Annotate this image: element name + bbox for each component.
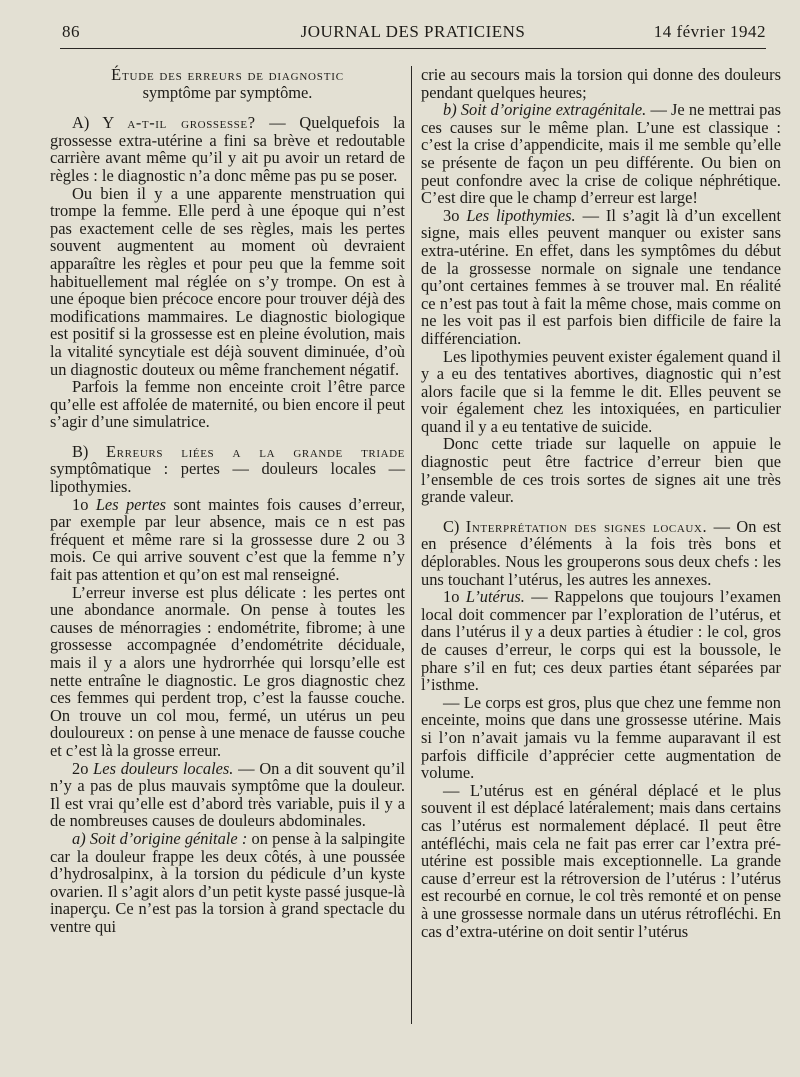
section-b-heading: Erreurs liées a la grande triade: [106, 441, 405, 461]
paragraph-uterus-text: — Rappelons que toujours l’examen local doit commencer par l’exploration de l’utérus, et dans l’utérus il y a deux parties à étudier : le col, gros de causes d’erreur, le corps qui est la boussole, le phare s’il en fut; ces deux parties étant séparées par l’isthme.: [421, 587, 781, 695]
paragraph-lipothymies: [421, 207, 781, 348]
issue-date: 14 février 1942: [653, 22, 766, 41]
paragraph-triade: Donc cette triade sur laquelle on appuie le diagnostic peut être factrice d’erreur bien que l’ensemble de ces trois sortes de signes ait une très grande valeur.: [421, 434, 781, 507]
emphasis-origine-extragenitale: b) Soit d’origine extragénitale.: [443, 100, 647, 120]
paragraph-pertes-text: sont maintes fois causes d’erreur, par exemple par leur absence, mais ce n est pas fréquent et même rare si la grossesse dure 2 ou 3 mois. Ce qui arrive souvent c’est que la femme n’y fait pas attention et qu’on est mal renseigné.: [50, 494, 405, 585]
section-b-label: B): [72, 441, 107, 461]
article-title-line2: symptôme par symptôme.: [142, 82, 313, 102]
page-number: 86: [62, 22, 80, 41]
emphasis-uterus: L’utérus.: [465, 587, 525, 607]
item-number: 1o: [443, 587, 466, 607]
paragraph-douleurs-text: — On a dit souvent qu’il n’y a pas de plus mauvais symptôme que la douleur. Il est vrai qu’elle est d’abord très variable, puis il y a de nombreuses causes de douleurs abdominales.: [50, 758, 405, 831]
column-divider: [411, 66, 412, 1024]
section-c-heading: Interprétation des signes locaux.: [465, 516, 708, 536]
paragraph-douleurs: [50, 760, 405, 830]
section-a-label: A) Y: [72, 113, 128, 133]
item-number: 2o: [72, 758, 94, 778]
section-b-paragraph: [50, 443, 405, 496]
paragraph-origine-extragenitale: [421, 101, 781, 207]
section-c-label: C): [443, 516, 466, 536]
right-column: [421, 66, 781, 940]
left-column: [50, 66, 405, 936]
section-a-text: — Quelquefois la grossesse extra-utérine a fini sa brève et redoutable carrière avant même qu’il y ait pu avoir un retard de règles : le diagnostic n’a donc même pas pu se poser.: [50, 113, 405, 185]
paragraph-corps-gros: — Le corps est gros, plus que chez une femme non enceinte, moins que dans une grossesse utérine. Mais si l’on n’avait jamais vu la femme auparavant il est parfois difficile d’apprécier cette augmentation de volume.: [421, 692, 781, 783]
paragraph-pertes: [50, 496, 405, 584]
paragraph-origine-extragenitale-text: — Je ne mettrai pas ces causes sur le même plan. L’une est classique : c’est la crise d’appendicite, mais il me semble qu’elle se présente de façon un peu différente. Ou bien on peut confondre avec la crise de colique néphrétique. C’est dire que le champ d’erreur est large!: [421, 100, 781, 208]
paragraph-uterus: [421, 588, 781, 694]
paragraph-menstruation: Ou bien il y a une apparente menstruation qui trompe la femme. Elle perd à une époque qui n’est pas exactement celle de ses règles, mais les pertes souvent augmentent au moment où devraient apparaître les règles et pour peu que la femme soit habituellement mal réglée on s’y trompe. On est à une époque bien précoce encore pour trouver déjà des modifications mammaires. Le diagnostic biologique est positif si la grossesse est en pleine évolution, mais la vitalité syncytiale est déjà souvent diminuée, d’où un diagnostic douteux ou même franchement négatif.: [50, 183, 405, 379]
paragraph-uterus-deplace: — L’utérus est en général déplacé et le plus souvent il est déplacé latéralement; mais dans certains cas l’utérus est normalement déplacé. Il peut être antéfléchi, mais cela ne fait pas errer car l’extra pré-utérine est possible mais exceptionnelle. La grande cause d’erreur est la rétroversion de l’utérus : l’utérus est recourbé en cornue, le col très remonté et on pense à une grossesse normale dans un utérus rétrofléchi. En cas d’extra-utérine on doit sentir l’utérus: [421, 780, 781, 941]
article-title: [50, 66, 405, 101]
section-c-paragraph: [421, 518, 781, 588]
journal-title: JOURNAL DES PRATICIENS: [300, 22, 526, 41]
section-a-heading: a-t-il grossesse?: [127, 113, 256, 133]
section-a-paragraph: [50, 114, 405, 184]
paragraph-erreur-inverse: L’erreur inverse est plus délicate : les pertes ont une abondance anormale. On pense à toutes les causes de ménorragies : endométrite, fibrome; à une grossesse accompagnée d’endométrite déciduale, mais il y a alors une hydrorrhée qui lorsqu’elle est nette entraîne le diagnostic. Le gros diagnostic chez ces femmes qui perdent trop, c’est la fausse couche. On trouve un col mou, fermé, un utérus un peu douloureux : on pense à une menace de fausse couche et c’est là la grosse erreur.: [50, 582, 405, 760]
item-number: 3o: [443, 205, 467, 225]
emphasis-lipothymies: Les lipothymies.: [466, 205, 576, 225]
paragraph-origine-genitale: [50, 830, 405, 936]
emphasis-douleurs: Les douleurs locales.: [93, 758, 234, 778]
paragraph-lipothymies-text: — Il s’agit là d’un excellent signe, mais elles peuvent manquer ou exister sans extra-utérine. En effet, dans les symptômes du début de la grossesse normale on signale une tendance qu’ont certaines femmes à se trouver mal. En réalité ce n’est pas tout à fait la même chose, mais comme on ne les voit pas il est parfois bien difficile de faire la différenciation.: [421, 205, 781, 348]
paragraph-origine-genitale-text: on pense à la salpingite car la douleur frappe les deux côtés, à une poussée d’hydrosalpinx, à la torsion du pédicule d’un kyste ovarien. Il s’agit alors d’un petit kyste passé jusque-là inaperçu. Ce n’est pas la torsion à grand spectacle du ventre qui: [50, 828, 405, 936]
page-header: [60, 18, 766, 49]
section-c-text: — On est en présence d’éléments à la fois très bons et déplorables. Nous les grouperons sous deux chefs : les uns touchant l’utérus, les autres les annexes.: [421, 516, 781, 589]
paragraph-simulation: Parfois la femme non enceinte croit l’être parce qu’elle est affolée de maternité, ou bien encore il peut s’agir d’une simulatrice.: [50, 377, 405, 432]
emphasis-pertes: Les pertes: [95, 494, 167, 514]
emphasis-origine-genitale: a) Soit d’origine génitale :: [72, 828, 248, 848]
paragraph-continuation: crie au secours mais la torsion qui donne des douleurs pendant quelques heures;: [421, 65, 781, 102]
article-title-line1: Étude des erreurs de diagnostic: [111, 65, 344, 84]
item-number: 1o: [72, 494, 96, 514]
section-b-text: symptômatique : pertes — douleurs locales — lipothymies.: [50, 459, 405, 497]
paragraph-lipothymies-2: Les lipothymies peuvent exister également quand il y a eu des tentatives abortives, diagnostic qui n’est alors facile que si la femme le dit. Elles peuvent se voir également chez les intoxiquées, en particulier quand il y a eu tentative de suicide.: [421, 346, 781, 436]
